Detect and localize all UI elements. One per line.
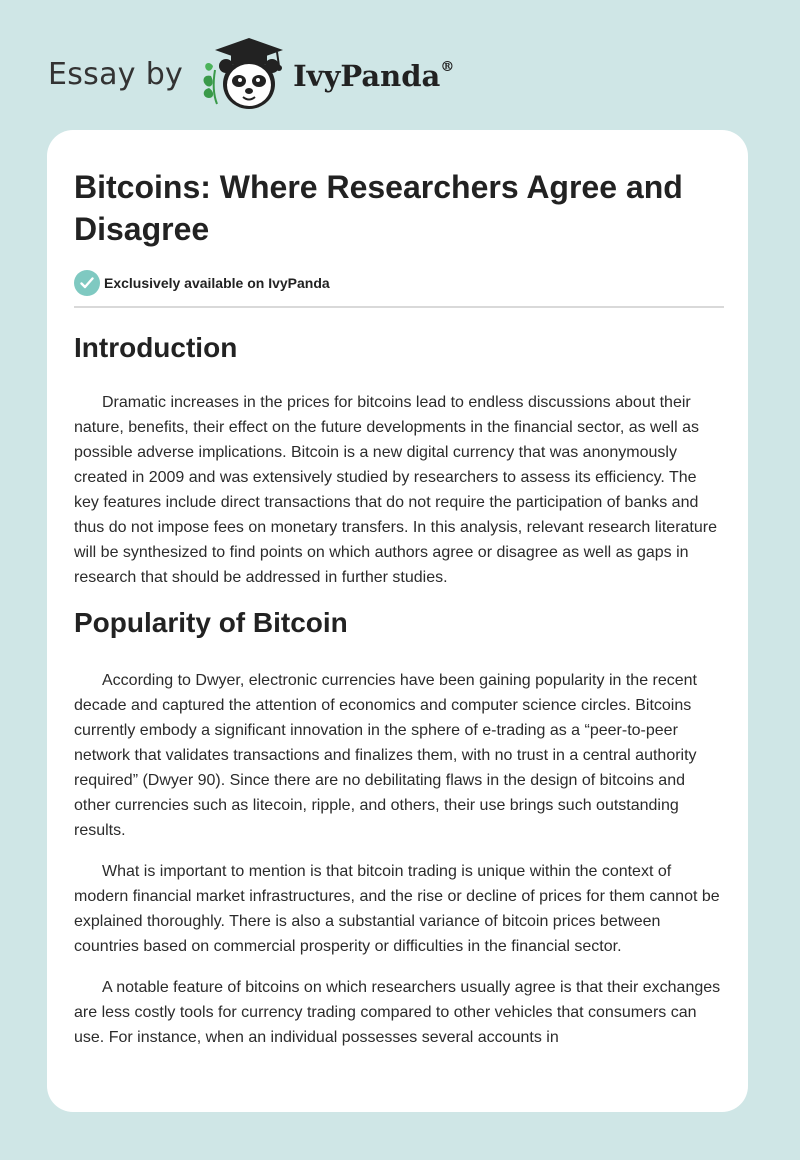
section-heading-introduction: Introduction — [74, 332, 238, 363]
ivypanda-logo-icon[interactable] — [199, 36, 287, 112]
essay-by-label: Essay by — [48, 56, 184, 92]
paragraph: Dramatic increases in the prices for bitcoins lead to endless discussions about their nature, benefits, their effect on the future developments in the financial sector, as well as possible adverse implications. Bitcoin is a new digital currency that was anonymously created in 2009 and was extensively studied by researchers to assess its efficiency. The key features include direct transactions that do not require the participation of banks and thus do not impose fees on monetary transfers. In this analysis, relevant research literature will be synthesized to find points on which authors agree or disagree as well as gaps in research that should be addressed in further studies. — [74, 394, 717, 586]
brand-name[interactable] — [293, 59, 454, 93]
divider — [74, 306, 724, 308]
paragraph: A notable feature of bitcoins on which researchers usually agree is that their exchanges are less costly tools for currency trading compared to other vehicles that consumers can use. For instance, when an individual possesses several accounts in — [74, 979, 721, 1046]
article-card — [47, 130, 748, 1112]
article-content — [74, 166, 724, 1050]
panda-face-icon — [219, 59, 279, 109]
article-title: Bitcoins: Where Researchers Agree and Disagree — [74, 169, 683, 247]
exclusive-label: Exclusively available on IvyPanda — [104, 275, 330, 291]
paragraph: What is important to mention is that bitcoin trading is unique within the context of modern financial market infrastructures, and the rise or decline of prices for them cannot be explained thoroughly. There is also a substantial variance of bitcoin prices between countries based on commercial prosperity or difficulties in the financial sector. — [74, 863, 720, 955]
section-heading-popularity: Popularity of Bitcoin — [74, 607, 348, 638]
paragraph: According to Dwyer, electronic currencies have been gaining popularity in the recent decade and captured the attention of economics and computer science circles. Bitcoins currently embody a significant innovation in the sphere of e-trading as a “peer-to-peer network that validates transactions and finalizes them, with no trust in a central authority required” (Dwyer 90). Since there are no debilitating flaws in the design of bitcoins and other currencies such as litecoin, ripple, and others, their use brings such outstanding results. — [74, 672, 697, 839]
exclusive-badge — [74, 270, 724, 296]
site-header — [48, 34, 454, 114]
registered-mark: ® — [440, 59, 455, 76]
brand-text: IvyPanda — [293, 59, 441, 93]
check-icon — [74, 270, 100, 296]
ivy-leaf-icon — [204, 63, 217, 104]
